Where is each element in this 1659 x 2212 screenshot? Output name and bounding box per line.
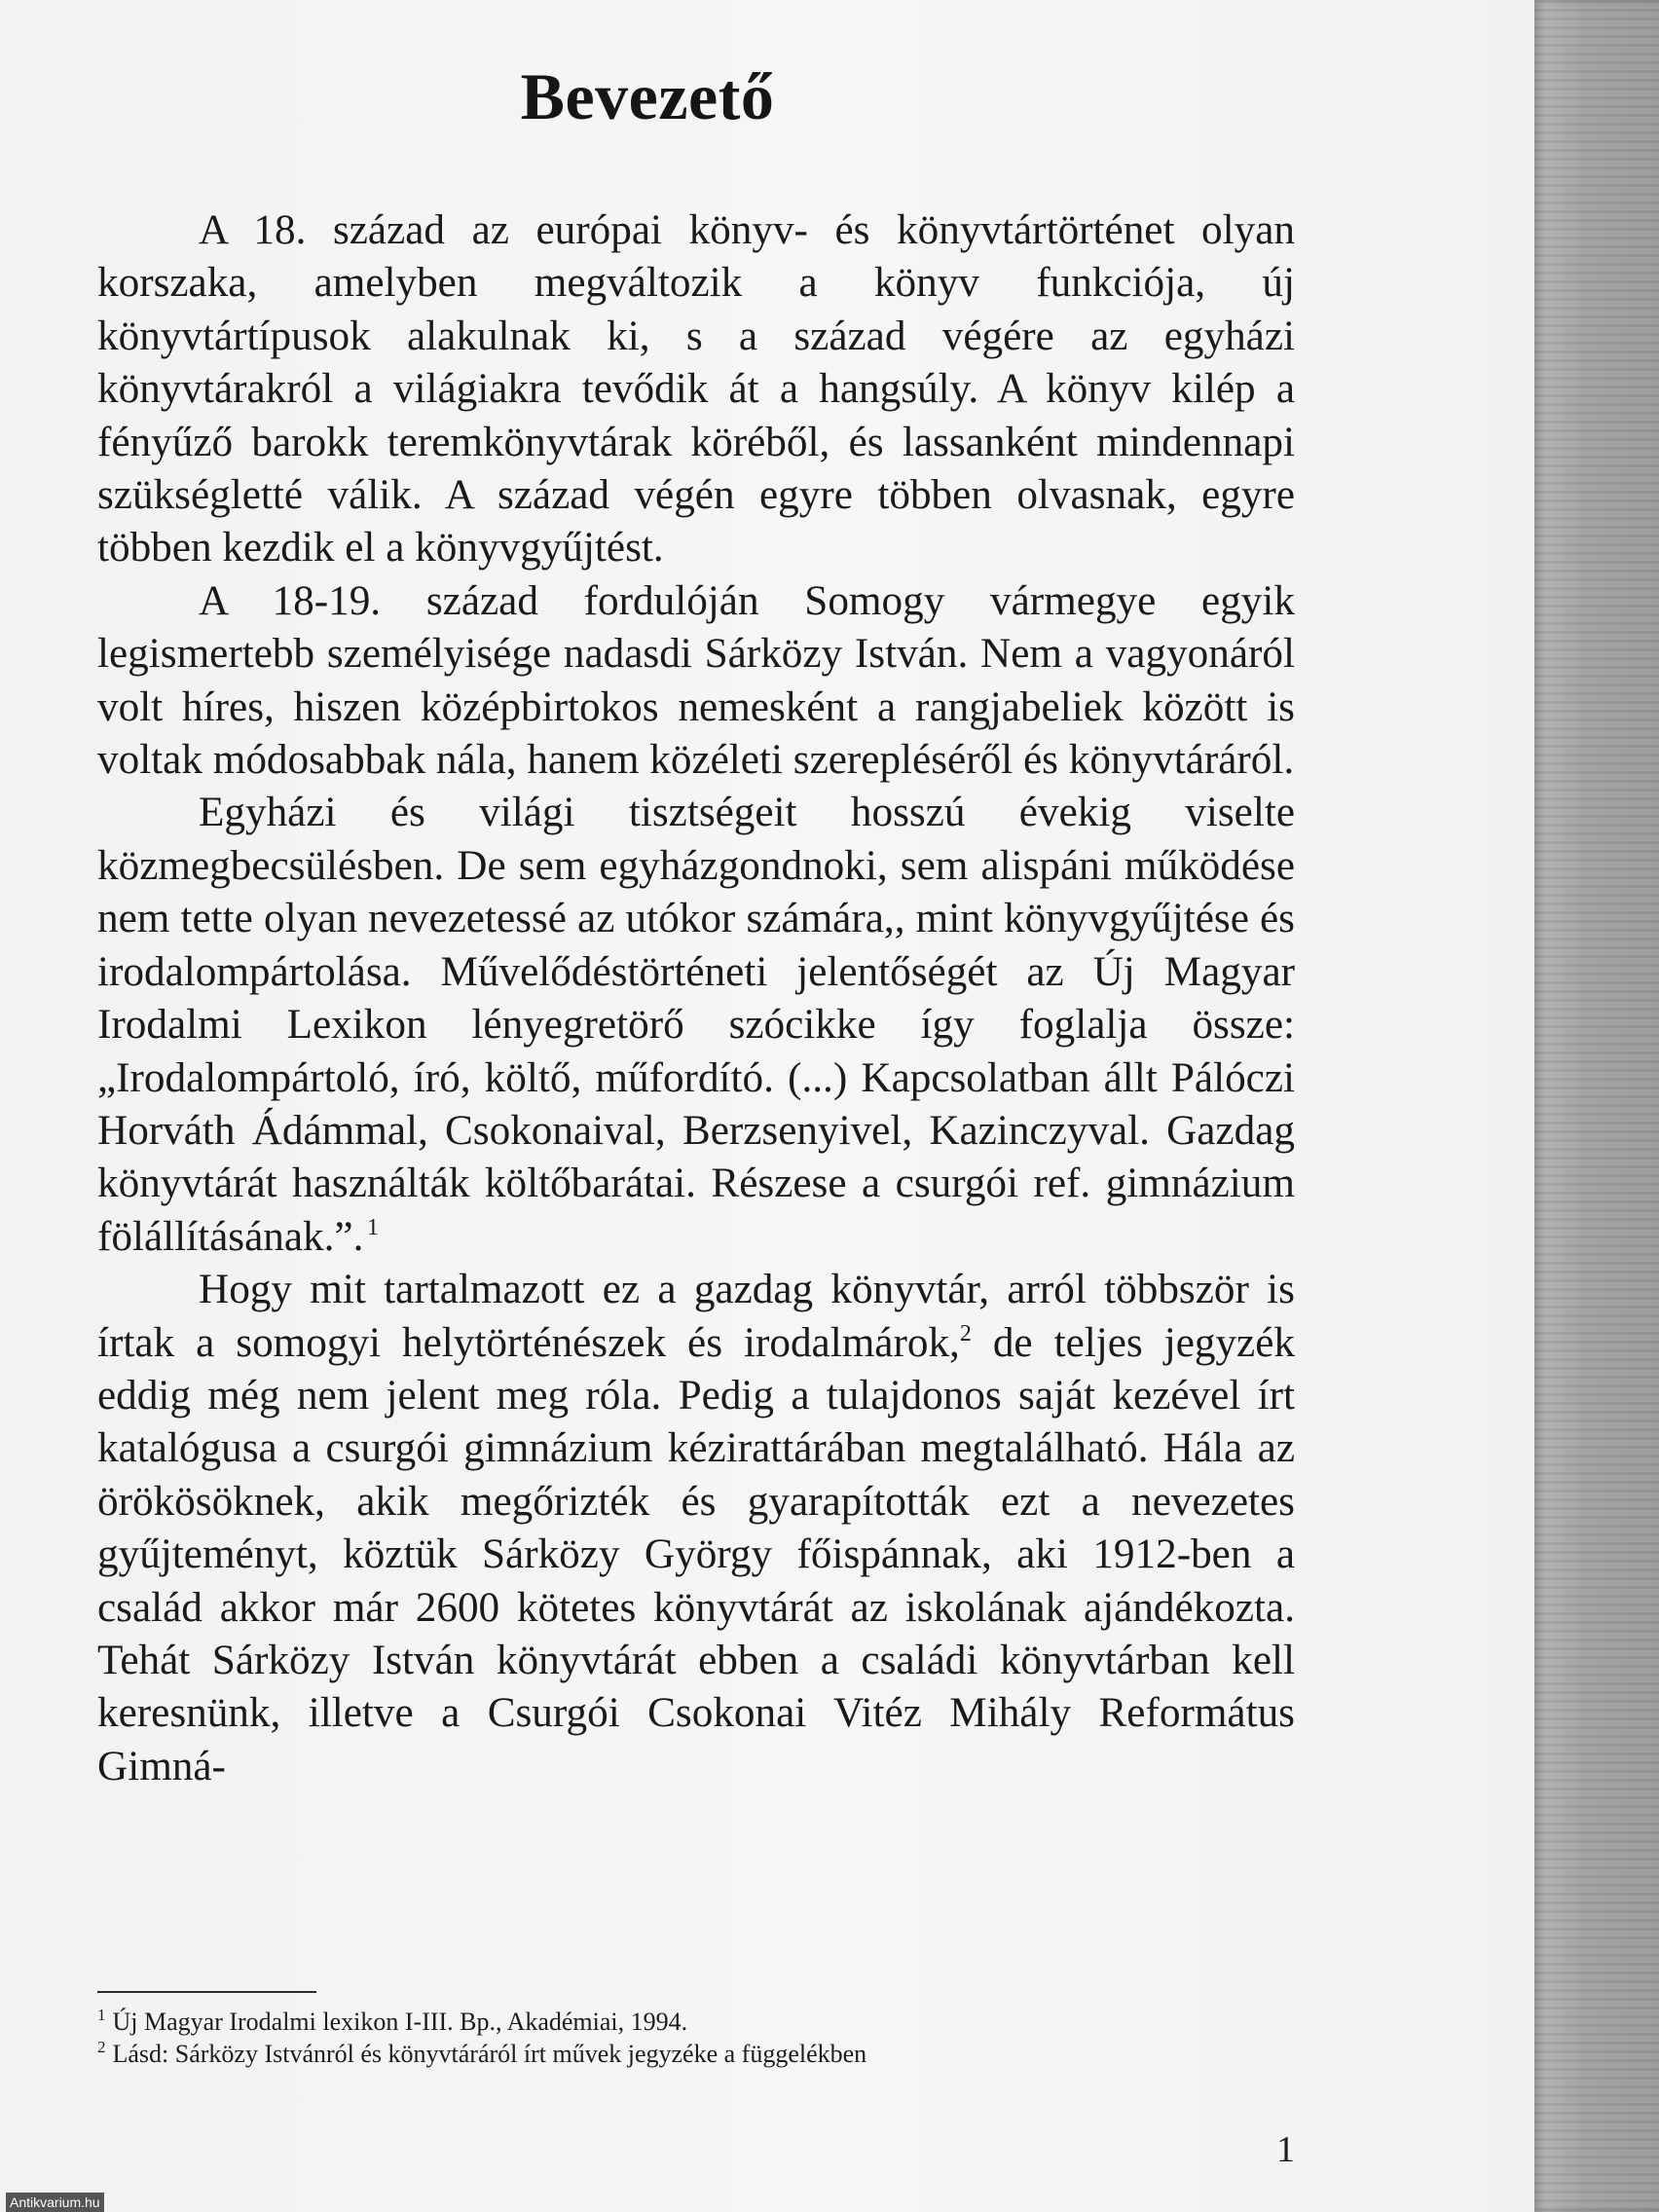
paragraph-4 bbox=[97, 1264, 1295, 1793]
footnote-1-text: Új Magyar Irodalmi lexikon I-III. Bp., Akadémiai, 1994. bbox=[112, 2008, 688, 2036]
paragraph-1 bbox=[97, 204, 1295, 575]
footnote-ref-2: 2 bbox=[959, 1320, 972, 1346]
footnote-1-mark: 1 bbox=[97, 2006, 106, 2024]
body-text bbox=[97, 204, 1295, 1793]
footnote-2-text: Lásd: Sárközy Istvánról és könyvtáráról írt művek jegyzéke a függelékben bbox=[112, 2040, 867, 2068]
paragraph-1-text: A 18. század az európai könyv- és könyvtártörténet olyan korszaka, amelyben megváltozik a könyv funkciója, új könyvtártípusok alakulnak ki, s a század végére az egyházi könyvtárakról a világiakra tevődik át a hangsúly. A könyv kilép a fényűző barokk teremkönyvtárak köréből, és lassanként mindennapi szükségletté válik. A század végén egyre többen olvasnak, egyre többen kezdik el a könyvgyűjtést. bbox=[97, 207, 1295, 571]
footnote-2-mark: 2 bbox=[97, 2038, 106, 2056]
paragraph-3 bbox=[97, 787, 1295, 1264]
paragraph-3-text: Egyházi és világi tisztségeit hosszú évekig viselte közmegbecsülésben. De sem egyházgondnoki, sem alispáni működése nem tette olyan nevezetessé az utókor számára,, mint könyvgyűjtése és irodalompártolása. Művelődéstörténeti jelentőségét az Új Magyar Irodalmi Lexikon lényegretörő szócikke így foglalja össze: „Irodalompártoló, író, költő, műfordító. (...) Kapcsolatban állt Pálóczi Horváth Ádámmal, Csokonaival, Berzsenyivel, Kazinczyval. Gazdag könyvtárát használták költőbarátai. Részese a csurgói ref. gimnázium fölállításának.”. bbox=[97, 790, 1295, 1260]
paragraph-2 bbox=[97, 575, 1295, 788]
footnote-1 bbox=[97, 2006, 1295, 2038]
paragraph-4-text-before: Hogy mit tartalmazott ez a gazdag könyvtár, arról többször is írtak a somogyi helytörténészek és irodalmárok, bbox=[97, 1267, 1295, 1366]
watermark: Antikvarium.hu bbox=[6, 2193, 104, 2212]
footnote-ref-1: 1 bbox=[367, 1214, 380, 1240]
chapter-title: Bevezető bbox=[520, 59, 775, 133]
footnote-divider bbox=[97, 1991, 316, 1993]
paragraph-4-text-after: de teljes jegyzék eddig még nem jelent meg róla. Pedig a tulajdonos saját kezével írt katalógusa a csurgói gimnázium kézirattárában megtalálható. Hála az örökösöknek, akik megőrizték és gyarapították ezt a nevezetes gyűjteményt, köztük Sárközy György főispánnak, aki 1912-ben a család akkor már 2600 kötetes könyvtárát az iskolának ajándékozta. Tehát Sárközy István könyvtárát ebben a családi könyvtárban kell keresnünk, illetve a Csurgói Csokonai Vitéz Mihály Református Gimná- bbox=[97, 1319, 1295, 1789]
page-edge-stack bbox=[1534, 0, 1659, 2212]
footnote-2 bbox=[97, 2038, 1295, 2070]
paragraph-2-text: A 18-19. század fordulóján Somogy vármegye egyik legismertebb személyisége nadasdi Sárközy István. Nem a vagyonáról volt híres, hiszen középbirtokos nemesként a rangjabeliek között is voltak módosabbak nála, hanem közéleti szerepléséről és könyvtáráról. bbox=[97, 577, 1295, 784]
footnotes bbox=[97, 2006, 1295, 2070]
page-number: 1 bbox=[1276, 2129, 1295, 2170]
